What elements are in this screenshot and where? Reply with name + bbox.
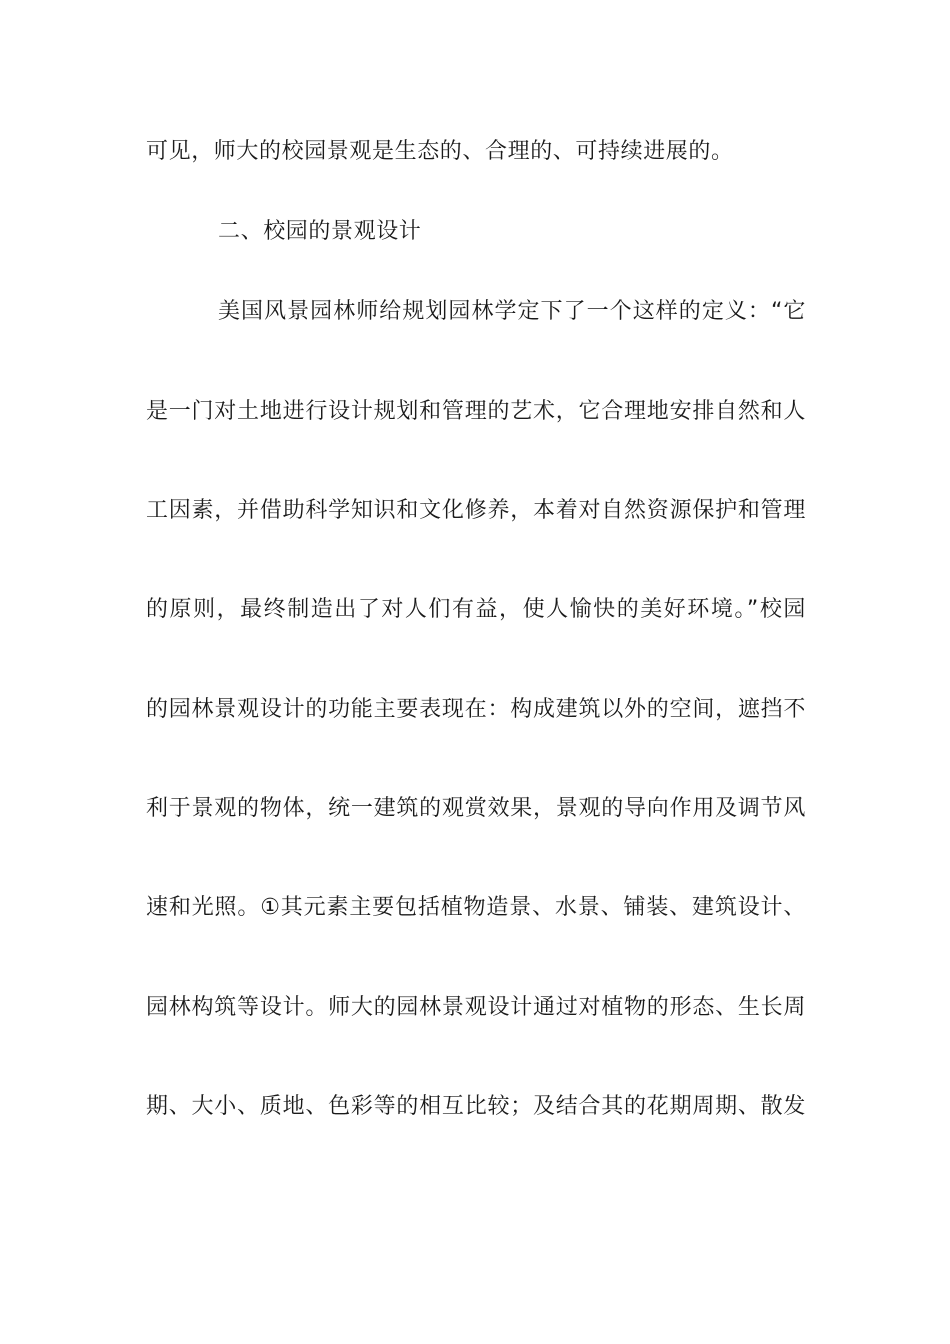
paragraph-line: 工因素，并借助科学知识和文化修养，本着对自然资源保护和管理 bbox=[146, 498, 806, 523]
paragraph-line: 园林构筑等设计。师大的园林景观设计通过对植物的形态、生长周 bbox=[146, 995, 806, 1020]
paragraph-line: 利于景观的物体，统一建筑的观赏效果，景观的导向作用及调节风 bbox=[146, 796, 806, 821]
paragraph-line: 的园林景观设计的功能主要表现在：构成建筑以外的空间，遮挡不 bbox=[146, 697, 806, 722]
paragraph-line: 速和光照。①其元素主要包括植物造景、水景、铺装、建筑设计、 bbox=[146, 895, 806, 920]
paragraph-line: 期、大小、质地、色彩等的相互比较；及结合其的花期周期、散发 bbox=[146, 1094, 806, 1119]
section-heading: 二、校园的景观设计 bbox=[218, 219, 422, 244]
paragraph-line: 是一门对土地进行设计规划和管理的艺术，它合理地安排自然和人 bbox=[146, 399, 806, 424]
paragraph-line: 可见，师大的校园景观是生态的、合理的、可持续进展的。 bbox=[146, 139, 734, 164]
paragraph-line: 的原则，最终制造出了对人们有益，使人愉快的美好环境。”校园 bbox=[146, 597, 806, 622]
paragraph-line: 美国风景园林师给规划园林学定下了一个这样的定义：“它 bbox=[218, 299, 806, 324]
